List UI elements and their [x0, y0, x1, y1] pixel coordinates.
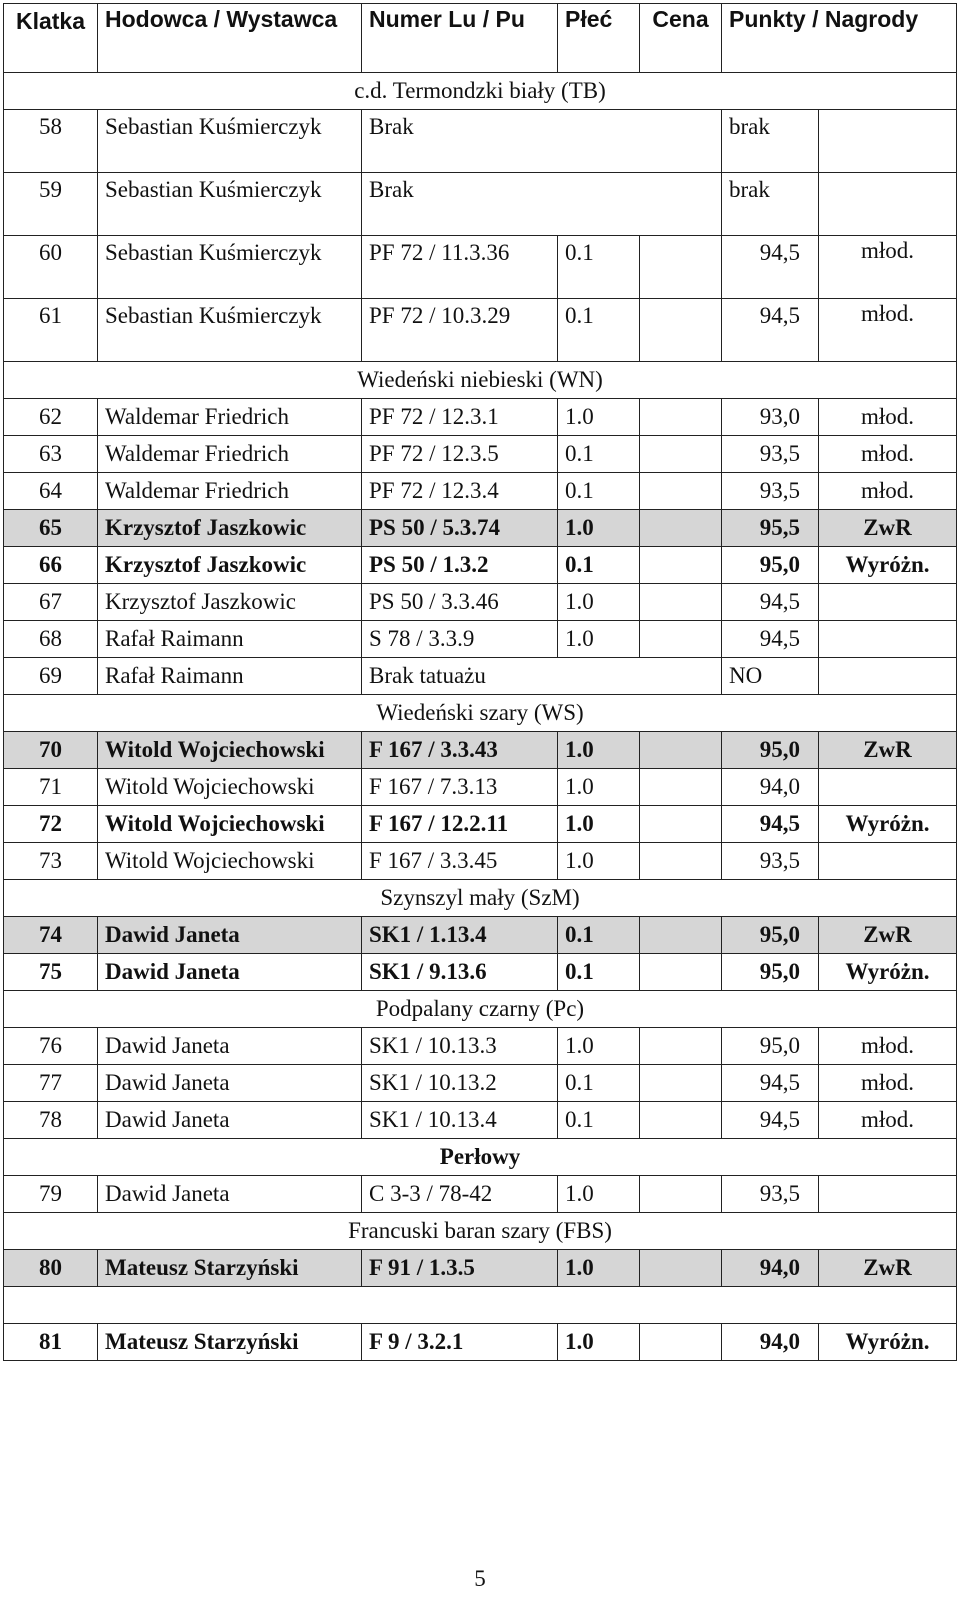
cell-numer: PF 72 / 12.3.5 [362, 436, 558, 473]
cell-plec: 1.0 [558, 584, 640, 621]
cell-klatka: 77 [4, 1065, 98, 1102]
cell-punkty: 94,5 [722, 299, 819, 362]
cell-klatka: 61 [4, 299, 98, 362]
cell-punkty: 93,5 [722, 843, 819, 880]
cell-plec: 0.1 [558, 1102, 640, 1139]
section-row [4, 362, 957, 399]
cell-klatka: 63 [4, 436, 98, 473]
cell-hodowca: Mateusz Starzyński [98, 1250, 362, 1287]
cell-klatka: 69 [4, 658, 98, 695]
cell-nagroda: Wyróżn. [819, 806, 957, 843]
cell-punkty: 94,5 [722, 584, 819, 621]
cell-punkty: 94,0 [722, 1324, 819, 1361]
cell-klatka: 59 [4, 173, 98, 236]
cell-nagroda: młod. [819, 399, 957, 436]
cell-plec: 1.0 [558, 806, 640, 843]
cell-klatka: 73 [4, 843, 98, 880]
cell-punkty: 93,0 [722, 399, 819, 436]
cell-hodowca: Witold Wojciechowski [98, 806, 362, 843]
cell-numer: SK1 / 10.13.2 [362, 1065, 558, 1102]
section-row [4, 1139, 957, 1176]
cell-hodowca: Waldemar Friedrich [98, 399, 362, 436]
cell-plec: 1.0 [558, 732, 640, 769]
table-row [4, 510, 957, 547]
cell-punkty: NO [722, 658, 819, 695]
table-row [4, 436, 957, 473]
cell-klatka: 68 [4, 621, 98, 658]
cell-hodowca: Waldemar Friedrich [98, 473, 362, 510]
cell-cena [640, 843, 722, 880]
cell-nagroda: Wyróżn. [819, 547, 957, 584]
cell-hodowca: Dawid Janeta [98, 1065, 362, 1102]
cell-klatka: 67 [4, 584, 98, 621]
cell-plec: 1.0 [558, 510, 640, 547]
section-title: c.d. Termondzki biały (TB) [4, 73, 957, 110]
cell-nagroda: ZwR [819, 1250, 957, 1287]
header-plec: Płeć [558, 4, 640, 73]
cell-numer: PF 72 / 10.3.29 [362, 299, 558, 362]
cell-hodowca: Sebastian Kuśmierczyk [98, 110, 362, 173]
table-row [4, 658, 957, 695]
table-row [4, 399, 957, 436]
table-row [4, 547, 957, 584]
cell-plec: 1.0 [558, 1324, 640, 1361]
cell-nagroda [819, 173, 957, 236]
section-row [4, 695, 957, 732]
header-cena: Cena [640, 4, 722, 73]
cell-klatka: 80 [4, 1250, 98, 1287]
cell-klatka: 70 [4, 732, 98, 769]
cell-punkty: 94,5 [722, 621, 819, 658]
cell-punkty: 95,0 [722, 547, 819, 584]
cell-cena [640, 769, 722, 806]
cell-nagroda [819, 584, 957, 621]
cell-klatka: 78 [4, 1102, 98, 1139]
cell-punkty: 94,5 [722, 1102, 819, 1139]
cell-plec: 1.0 [558, 1250, 640, 1287]
cell-nagroda: młod. [819, 1028, 957, 1065]
page-number: 5 [474, 1566, 486, 1591]
cell-nagroda: młod. [819, 236, 957, 299]
cell-nagroda: Wyróżn. [819, 954, 957, 991]
cell-cena [640, 510, 722, 547]
cell-cena [640, 1065, 722, 1102]
table-row [4, 1324, 957, 1361]
cell-hodowca: Krzysztof Jaszkowic [98, 510, 362, 547]
cell-plec: 0.1 [558, 954, 640, 991]
cell-cena [640, 236, 722, 299]
cell-hodowca: Krzysztof Jaszkowic [98, 584, 362, 621]
cell-klatka: 76 [4, 1028, 98, 1065]
cell-plec: 1.0 [558, 1028, 640, 1065]
cell-numer: SK1 / 10.13.4 [362, 1102, 558, 1139]
cell-plec: 0.1 [558, 436, 640, 473]
table-body [4, 73, 957, 1361]
cell-plec: 1.0 [558, 399, 640, 436]
cell-hodowca: Witold Wojciechowski [98, 843, 362, 880]
cell-cena [640, 584, 722, 621]
cell-punkty: brak [722, 110, 819, 173]
cell-nagroda [819, 1176, 957, 1213]
cell-numer: F 167 / 3.3.45 [362, 843, 558, 880]
cell-numer: F 9 / 3.2.1 [362, 1324, 558, 1361]
table-row [4, 110, 957, 173]
table-row [4, 769, 957, 806]
cell-nagroda [819, 843, 957, 880]
cell-klatka: 58 [4, 110, 98, 173]
table-row [4, 732, 957, 769]
table-row [4, 299, 957, 362]
section-title: Perłowy [4, 1139, 957, 1176]
cell-nagroda: młod. [819, 299, 957, 362]
section-title: Podpalany czarny (Pc) [4, 991, 957, 1028]
cell-punkty: brak [722, 173, 819, 236]
cell-cena [640, 547, 722, 584]
section-row [4, 880, 957, 917]
cell-punkty: 94,5 [722, 236, 819, 299]
cell-plec: 1.0 [558, 1176, 640, 1213]
cell-nagroda: Wyróżn. [819, 1324, 957, 1361]
cell-punkty: 93,5 [722, 436, 819, 473]
cell-hodowca: Dawid Janeta [98, 954, 362, 991]
cell-cena [640, 1176, 722, 1213]
cell-numer: PF 72 / 12.3.1 [362, 399, 558, 436]
cell-hodowca: Sebastian Kuśmierczyk [98, 299, 362, 362]
cell-plec: 1.0 [558, 843, 640, 880]
cell-numer: SK1 / 10.13.3 [362, 1028, 558, 1065]
cell-cena [640, 954, 722, 991]
table-row [4, 1028, 957, 1065]
cell-nagroda: ZwR [819, 510, 957, 547]
cell-numer: SK1 / 9.13.6 [362, 954, 558, 991]
cell-plec: 0.1 [558, 473, 640, 510]
cell-klatka: 65 [4, 510, 98, 547]
table-row [4, 954, 957, 991]
cell-punkty: 95,5 [722, 510, 819, 547]
section-title: Wiedeński niebieski (WN) [4, 362, 957, 399]
cell-numer: F 167 / 12.2.11 [362, 806, 558, 843]
cell-plec: 0.1 [558, 236, 640, 299]
blank-cell [4, 1287, 957, 1324]
cell-numer: S 78 / 3.3.9 [362, 621, 558, 658]
table-row [4, 917, 957, 954]
cell-punkty: 95,0 [722, 1028, 819, 1065]
cell-klatka: 66 [4, 547, 98, 584]
cell-punkty: 94,5 [722, 806, 819, 843]
cell-hodowca: Rafał Raimann [98, 621, 362, 658]
cell-klatka: 71 [4, 769, 98, 806]
cell-hodowca: Sebastian Kuśmierczyk [98, 173, 362, 236]
cell-plec: 0.1 [558, 299, 640, 362]
section-row [4, 1213, 957, 1250]
cell-punkty: 93,5 [722, 473, 819, 510]
cell-plec: 0.1 [558, 917, 640, 954]
table-row [4, 806, 957, 843]
cell-nagroda [819, 110, 957, 173]
cell-klatka: 81 [4, 1324, 98, 1361]
section-title: Wiedeński szary (WS) [4, 695, 957, 732]
cell-cena [640, 299, 722, 362]
cell-numer: SK1 / 1.13.4 [362, 917, 558, 954]
table-row [4, 843, 957, 880]
cell-klatka: 62 [4, 399, 98, 436]
cell-numer: PF 72 / 11.3.36 [362, 236, 558, 299]
header-klatka: Klatka [4, 4, 98, 73]
table-row [4, 173, 957, 236]
cell-punkty: 95,0 [722, 917, 819, 954]
cell-cena [640, 806, 722, 843]
cell-hodowca: Krzysztof Jaszkowic [98, 547, 362, 584]
section-title: Francuski baran szary (FBS) [4, 1213, 957, 1250]
cell-cena [640, 1028, 722, 1065]
cell-hodowca: Dawid Janeta [98, 1028, 362, 1065]
cell-numer: PS 50 / 3.3.46 [362, 584, 558, 621]
cell-nagroda: młod. [819, 1065, 957, 1102]
cell-numer: Brak [362, 173, 722, 236]
cell-hodowca: Rafał Raimann [98, 658, 362, 695]
cell-cena [640, 436, 722, 473]
cell-plec: 1.0 [558, 769, 640, 806]
cell-cena [640, 732, 722, 769]
cell-klatka: 72 [4, 806, 98, 843]
cell-numer: PS 50 / 1.3.2 [362, 547, 558, 584]
cell-numer: Brak [362, 110, 722, 173]
cell-numer: PF 72 / 12.3.4 [362, 473, 558, 510]
cell-punkty: 94,0 [722, 769, 819, 806]
cell-numer: F 91 / 1.3.5 [362, 1250, 558, 1287]
cell-hodowca: Waldemar Friedrich [98, 436, 362, 473]
cell-numer: PS 50 / 5.3.74 [362, 510, 558, 547]
cell-cena [640, 621, 722, 658]
cell-punkty: 93,5 [722, 1176, 819, 1213]
cell-cena [640, 473, 722, 510]
cell-nagroda: ZwR [819, 917, 957, 954]
cell-punkty: 95,0 [722, 954, 819, 991]
blank-row [4, 1287, 957, 1324]
cell-nagroda: ZwR [819, 732, 957, 769]
cell-hodowca: Dawid Janeta [98, 917, 362, 954]
cell-nagroda [819, 769, 957, 806]
cell-klatka: 74 [4, 917, 98, 954]
cell-hodowca: Dawid Janeta [98, 1102, 362, 1139]
header-numer: Numer Lu / Pu [362, 4, 558, 73]
table-row [4, 1102, 957, 1139]
cell-klatka: 60 [4, 236, 98, 299]
cell-nagroda [819, 621, 957, 658]
table-row [4, 473, 957, 510]
cell-hodowca: Witold Wojciechowski [98, 769, 362, 806]
cell-punkty: 94,5 [722, 1065, 819, 1102]
section-title: Szynszyl mały (SzM) [4, 880, 957, 917]
cell-plec: 0.1 [558, 1065, 640, 1102]
cell-nagroda: młod. [819, 436, 957, 473]
cell-cena [640, 1102, 722, 1139]
cell-plec: 0.1 [558, 547, 640, 584]
cell-punkty: 94,0 [722, 1250, 819, 1287]
cell-nagroda: młod. [819, 1102, 957, 1139]
cell-punkty: 95,0 [722, 732, 819, 769]
cell-numer: C 3-3 / 78-42 [362, 1176, 558, 1213]
cell-hodowca: Witold Wojciechowski [98, 732, 362, 769]
cell-numer: F 167 / 7.3.13 [362, 769, 558, 806]
cell-nagroda: młod. [819, 473, 957, 510]
cell-cena [640, 1324, 722, 1361]
cell-klatka: 79 [4, 1176, 98, 1213]
cell-plec: 1.0 [558, 621, 640, 658]
cell-cena [640, 1250, 722, 1287]
header-punkty: Punkty / Nagrody [722, 4, 957, 73]
table-row [4, 1176, 957, 1213]
table-row [4, 1250, 957, 1287]
header-hodowca: Hodowca / Wystawca [98, 4, 362, 73]
cell-hodowca: Dawid Janeta [98, 1176, 362, 1213]
section-row [4, 73, 957, 110]
table-row [4, 621, 957, 658]
cell-nagroda [819, 658, 957, 695]
cell-numer: F 167 / 3.3.43 [362, 732, 558, 769]
cell-klatka: 64 [4, 473, 98, 510]
cell-cena [640, 917, 722, 954]
table-row [4, 1065, 957, 1102]
cell-numer: Brak tatuażu [362, 658, 722, 695]
table-row [4, 236, 957, 299]
cell-hodowca: Sebastian Kuśmierczyk [98, 236, 362, 299]
table-row [4, 584, 957, 621]
cell-klatka: 75 [4, 954, 98, 991]
table-header-row [4, 4, 957, 73]
cell-cena [640, 399, 722, 436]
cell-hodowca: Mateusz Starzyński [98, 1324, 362, 1361]
results-table [3, 3, 957, 1361]
section-row [4, 991, 957, 1028]
